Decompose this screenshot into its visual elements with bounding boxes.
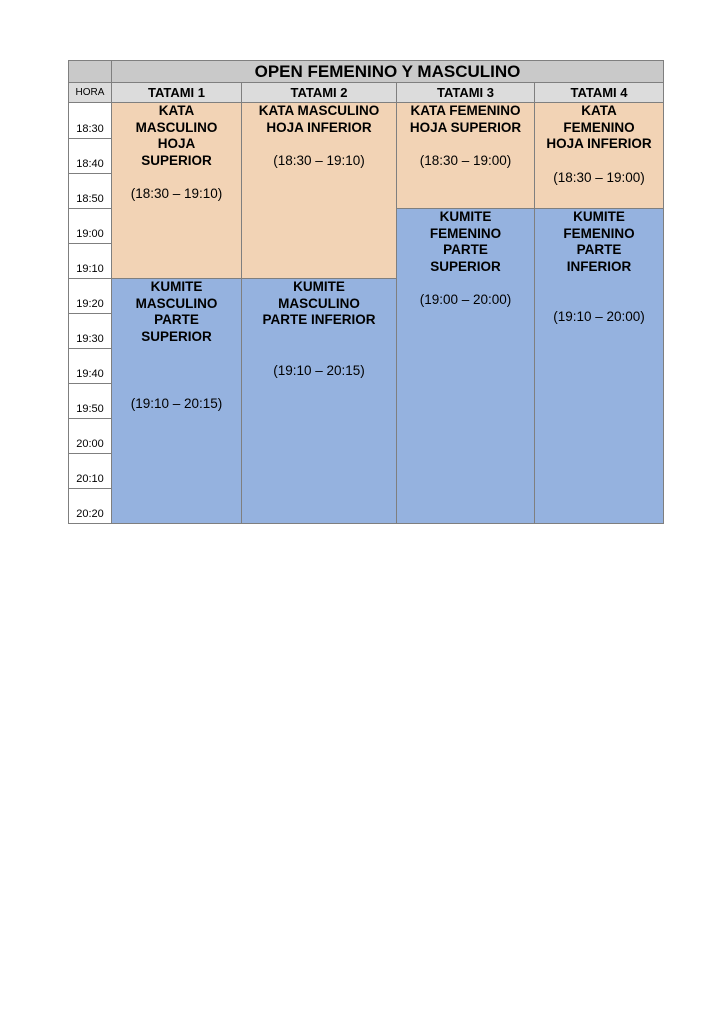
time-slot [68, 313, 112, 349]
event-name: KUMITE MASCULINO PARTE INFERIOR [262, 279, 376, 327]
time-slot [68, 348, 112, 384]
time-label: 19:10 [76, 263, 104, 275]
time-label: 20:00 [76, 438, 104, 450]
time-label: 19:30 [76, 333, 104, 345]
event-time-range: (19:10 – 20:00) [553, 309, 645, 324]
time-slot [68, 138, 112, 174]
event-block-kumite-femenino-superior [396, 208, 535, 524]
event-name: KATA MASCULINO HOJA INFERIOR [258, 103, 380, 135]
time-label: 20:10 [76, 473, 104, 485]
time-label: 19:50 [76, 403, 104, 415]
tatami-3-header: TATAMI 3 [396, 82, 535, 103]
time-slot [68, 208, 112, 244]
time-slot [68, 383, 112, 419]
schedule-title: OPEN FEMENINO Y MASCULINO [111, 60, 664, 83]
time-label: 18:30 [76, 123, 104, 135]
time-slot [68, 453, 112, 489]
event-time-range: (18:30 – 19:00) [419, 153, 512, 168]
time-slot [68, 488, 112, 524]
time-slot [68, 418, 112, 454]
time-slot [68, 102, 112, 139]
time-label: 18:40 [76, 158, 104, 170]
tatami-2-header: TATAMI 2 [241, 82, 397, 103]
event-block-kata-masculino-superior [111, 102, 242, 279]
time-slot [68, 173, 112, 209]
time-slot [68, 243, 112, 279]
hora-header: HORA [68, 82, 112, 103]
event-name: KATA FEMENINO HOJA SUPERIOR [409, 103, 522, 135]
event-time-range: (18:30 – 19:10) [273, 153, 365, 168]
event-time-range: (18:30 – 19:00) [553, 169, 645, 185]
event-name: KATA MASCULINO HOJA SUPERIOR [135, 103, 218, 168]
corner-cell [68, 60, 112, 83]
time-label: 19:40 [76, 368, 104, 380]
event-name: KUMITE MASCULINO PARTE SUPERIOR [135, 279, 218, 344]
tatami-1-header: TATAMI 1 [111, 82, 242, 103]
event-block-kumite-masculino-inferior [241, 278, 397, 524]
event-name: KATA FEMENINO HOJA INFERIOR [546, 103, 652, 151]
event-time-range: (18:30 – 19:10) [130, 186, 223, 201]
event-block-kumite-masculino-superior [111, 278, 242, 524]
time-slot [68, 278, 112, 314]
event-time-range: (19:10 – 20:15) [130, 396, 223, 411]
event-time-range: (19:10 – 20:15) [273, 362, 365, 378]
time-label: 20:20 [76, 508, 104, 520]
event-block-kata-masculino-inferior [241, 102, 397, 279]
event-block-kumite-femenino-inferior [534, 208, 664, 524]
time-label: 19:00 [76, 228, 104, 240]
event-block-kata-femenino-inferior [534, 102, 664, 209]
event-block-kata-femenino-superior [396, 102, 535, 209]
time-label: 18:50 [76, 193, 104, 205]
event-name: KUMITE FEMENINO PARTE INFERIOR [563, 209, 635, 274]
event-time-range: (19:00 – 20:00) [419, 292, 512, 307]
tatami-4-header: TATAMI 4 [534, 82, 664, 103]
time-label: 19:20 [76, 298, 104, 310]
event-name: KUMITE FEMENINO PARTE SUPERIOR [429, 209, 502, 274]
